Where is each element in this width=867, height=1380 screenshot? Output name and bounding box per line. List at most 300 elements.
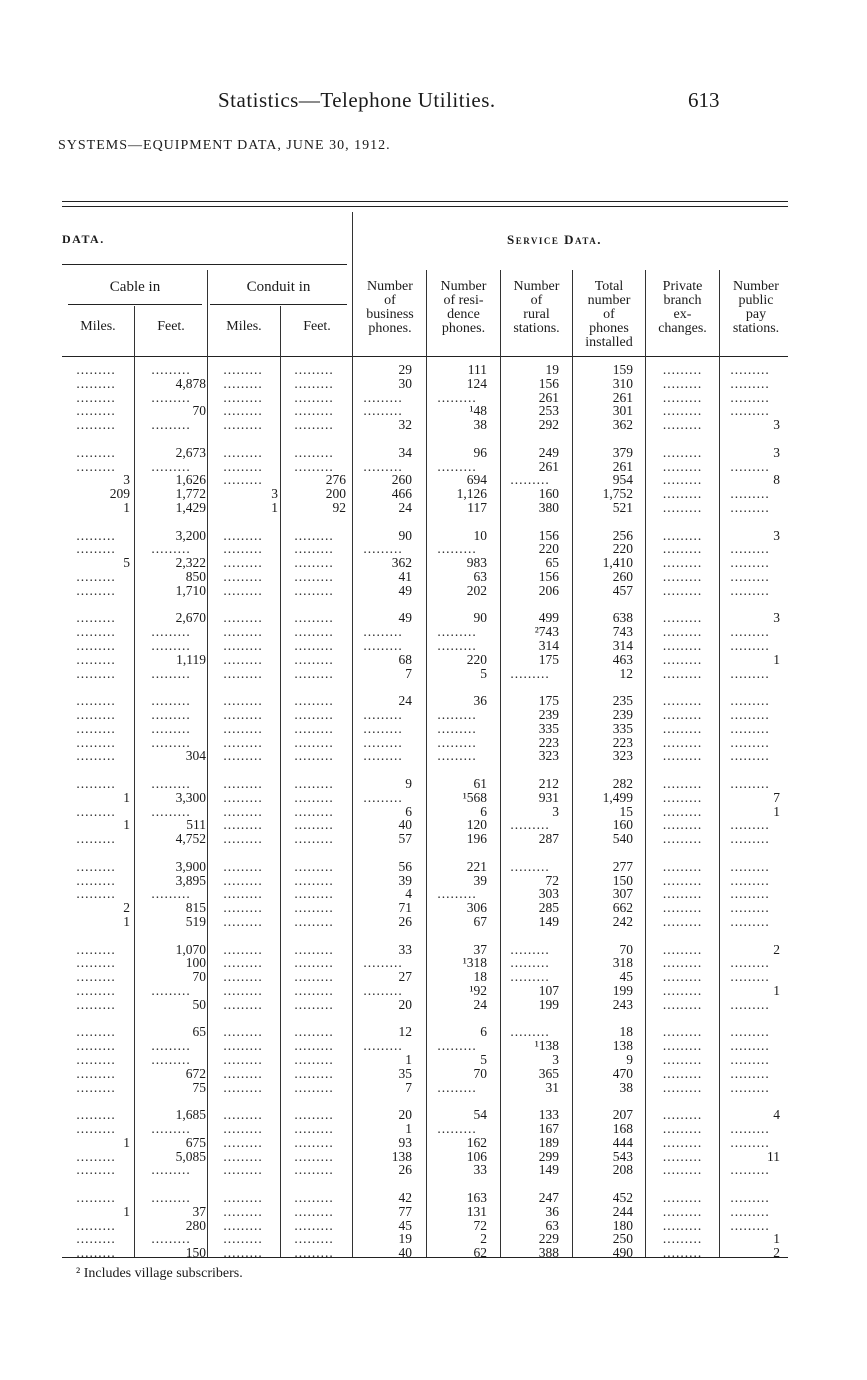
cell-business-phones: ......... <box>363 624 403 640</box>
cell-cable-miles: ......... <box>76 1245 116 1261</box>
cell-total-phones: 444 <box>612 1134 633 1150</box>
cell-pbx: ......... <box>662 472 703 488</box>
cell-conduit-feet: ......... <box>294 969 334 985</box>
cell-total-phones: 743 <box>612 624 633 640</box>
cell-cable-miles: ......... <box>76 955 116 971</box>
cell-rural-stations: 239 <box>538 707 559 722</box>
cell-pay-stations: 3 <box>773 610 780 626</box>
cell-conduit-feet: ......... <box>294 1121 334 1136</box>
cell-cable-feet: ......... <box>151 1162 191 1178</box>
cell-residence-phones: 90 <box>473 610 487 626</box>
cell-cable-feet: ......... <box>151 803 191 819</box>
cell-conduit-miles: ......... <box>223 969 263 985</box>
cell-rural-stations: ......... <box>510 1024 550 1040</box>
cell-cable-miles: 3 <box>123 472 130 488</box>
divider-miles-feet <box>134 306 135 1257</box>
cell-pbx: ......... <box>662 610 703 626</box>
cell-total-phones: 261 <box>612 389 633 405</box>
cell-cable-miles: 1 <box>123 817 130 833</box>
cell-business-phones: 49 <box>398 610 412 626</box>
cell-business-phones: ......... <box>363 403 403 419</box>
cell-conduit-miles: ......... <box>223 803 263 819</box>
cell-business-phones: 20 <box>398 996 412 1012</box>
cell-cable-miles: 5 <box>123 555 130 571</box>
cell-residence-phones: ......... <box>437 734 477 750</box>
cell-conduit-miles: ......... <box>223 955 263 971</box>
cell-conduit-feet: ......... <box>294 1245 334 1261</box>
cell-residence-phones: ......... <box>437 707 477 722</box>
cell-conduit-miles: ......... <box>223 362 263 377</box>
cell-pbx: ......... <box>662 707 703 722</box>
cell-rural-stations: 229 <box>538 1231 559 1247</box>
cell-cable-miles: ......... <box>76 403 116 419</box>
cell-conduit-miles: ......... <box>223 983 263 998</box>
cell-rural-stations: 253 <box>538 403 559 419</box>
cell-conduit-miles: ......... <box>223 1162 263 1178</box>
cell-residence-phones: 162 <box>466 1134 487 1150</box>
cell-conduit-feet: ......... <box>294 720 334 736</box>
cell-pay-stations: ......... <box>730 996 770 1012</box>
cell-conduit-miles: ......... <box>223 555 263 571</box>
cell-pay-stations: ......... <box>730 665 770 681</box>
cell-conduit-feet: ......... <box>294 1203 334 1219</box>
cell-residence-phones: 36 <box>473 693 487 709</box>
cell-conduit-miles: ......... <box>223 638 263 653</box>
cell-conduit-feet: ......... <box>294 541 334 557</box>
cell-business-phones: ......... <box>363 955 403 971</box>
cell-total-phones: 208 <box>612 1162 633 1178</box>
cell-pbx: ......... <box>662 624 703 640</box>
cell-total-phones: 45 <box>619 969 633 985</box>
cell-pay-stations: ......... <box>730 886 770 902</box>
cell-business-phones: ......... <box>363 458 403 474</box>
cell-conduit-feet: ......... <box>294 1107 334 1123</box>
cell-residence-phones: 221 <box>466 858 487 874</box>
cell-conduit-miles: ......... <box>223 569 263 584</box>
conduit-feet-heading: Feet. <box>303 319 331 334</box>
cell-cable-miles: ......... <box>76 707 116 722</box>
cell-pbx: ......... <box>662 914 703 929</box>
cell-business-phones: ......... <box>363 638 403 653</box>
cell-business-phones: ......... <box>363 541 403 557</box>
cell-pay-stations: ......... <box>730 1038 770 1054</box>
cell-residence-phones: 694 <box>466 472 487 488</box>
cell-pay-stations: ......... <box>730 624 770 640</box>
cell-business-phones: ......... <box>363 748 403 764</box>
cell-pbx: ......... <box>662 858 703 874</box>
cell-total-phones: 310 <box>612 375 633 391</box>
cell-conduit-feet: ......... <box>294 1148 334 1164</box>
cell-total-phones: 335 <box>612 720 633 736</box>
cell-pbx: ......... <box>662 1024 703 1040</box>
cell-pay-stations: ......... <box>730 486 770 502</box>
cell-residence-phones: 5 <box>480 665 487 681</box>
cell-conduit-miles: ......... <box>223 1148 263 1164</box>
cell-pay-stations: ......... <box>730 1024 770 1040</box>
cell-residence-phones: 196 <box>466 831 487 847</box>
cell-pbx: ......... <box>662 776 703 791</box>
cell-residence-phones: 61 <box>473 776 487 791</box>
cell-pbx: ......... <box>662 1079 703 1095</box>
cell-conduit-feet: ......... <box>294 1134 334 1150</box>
cell-business-phones: 30 <box>398 375 412 391</box>
cell-total-phones: 199 <box>612 983 633 998</box>
cell-residence-phones: ......... <box>437 458 477 474</box>
cell-total-phones: 261 <box>612 458 633 474</box>
cell-rural-stations: ²743 <box>534 624 559 640</box>
cell-cable-feet: ......... <box>151 1052 191 1067</box>
cell-cable-feet: ......... <box>151 1190 191 1205</box>
cell-conduit-feet: ......... <box>294 693 334 709</box>
cell-cable-miles: ......... <box>76 1121 116 1136</box>
cell-residence-phones: 96 <box>473 444 487 460</box>
cell-residence-phones: ¹568 <box>462 789 487 805</box>
rural-stations-heading: Number of rural stations. <box>513 279 560 336</box>
cell-total-phones: 540 <box>612 831 633 847</box>
cell-pay-stations: 1 <box>773 803 780 819</box>
cell-cable-feet: 50 <box>192 996 206 1012</box>
cell-conduit-feet: ......... <box>294 362 334 377</box>
cell-business-phones: 466 <box>391 486 412 502</box>
cell-total-phones: 18 <box>619 1024 633 1040</box>
cell-pbx: ......... <box>662 375 703 391</box>
cell-cable-miles: 2 <box>123 900 130 916</box>
cell-conduit-feet: ......... <box>294 569 334 584</box>
cell-conduit-miles: ......... <box>223 707 263 722</box>
cell-cable-feet: 1,772 <box>175 486 206 502</box>
cell-pbx: ......... <box>662 1231 703 1247</box>
cell-rural-stations: 199 <box>538 996 559 1012</box>
cell-total-phones: 490 <box>612 1245 633 1261</box>
cell-pbx: ......... <box>662 886 703 902</box>
cell-rural-stations: 156 <box>538 375 559 391</box>
cell-residence-phones: 54 <box>473 1107 487 1123</box>
cell-pay-stations: ......... <box>730 1121 770 1136</box>
cell-conduit-feet: ......... <box>294 527 334 543</box>
cell-conduit-miles: ......... <box>223 1245 263 1261</box>
cell-rural-stations: 156 <box>538 527 559 543</box>
cell-residence-phones: 6 <box>480 803 487 819</box>
cell-rural-stations: 299 <box>538 1148 559 1164</box>
cell-pbx: ......... <box>662 900 703 916</box>
cell-business-phones: 39 <box>398 872 412 888</box>
cell-pay-stations: 3 <box>773 527 780 543</box>
cell-cable-miles: ......... <box>76 872 116 888</box>
cell-pbx: ......... <box>662 444 703 460</box>
cell-cable-miles: ......... <box>76 1217 116 1233</box>
cell-residence-phones: ¹92 <box>469 983 487 998</box>
cell-pay-stations: ......... <box>730 693 770 709</box>
cell-conduit-feet: 200 <box>325 486 346 502</box>
cell-conduit-miles: ......... <box>223 610 263 626</box>
cell-cable-miles: ......... <box>76 776 116 791</box>
cell-pay-stations: ......... <box>730 555 770 571</box>
cell-conduit-feet: ......... <box>294 748 334 764</box>
cell-pbx: ......... <box>662 582 703 598</box>
cell-cable-feet: ......... <box>151 734 191 750</box>
cell-pbx: ......... <box>662 569 703 584</box>
cell-conduit-feet: ......... <box>294 914 334 929</box>
cell-rural-stations: 175 <box>538 651 559 667</box>
cell-cable-feet: 100 <box>185 955 206 971</box>
cell-business-phones: 41 <box>398 569 412 584</box>
cell-rural-stations: 149 <box>538 1162 559 1178</box>
cell-cable-feet: 3,200 <box>175 527 206 543</box>
cell-conduit-miles: ......... <box>223 472 263 488</box>
cell-total-phones: 521 <box>612 500 633 515</box>
cell-cable-miles: ......... <box>76 1024 116 1040</box>
cell-business-phones: 7 <box>405 1079 412 1095</box>
cell-residence-phones: 67 <box>473 914 487 929</box>
cell-total-phones: 954 <box>612 472 633 488</box>
cell-rural-stations: ¹138 <box>534 1038 559 1054</box>
cell-cable-feet: ......... <box>151 541 191 557</box>
cell-business-phones: 12 <box>398 1024 412 1040</box>
cell-residence-phones: 163 <box>466 1190 487 1205</box>
cell-pbx: ......... <box>662 1038 703 1054</box>
cell-business-phones: 9 <box>405 776 412 791</box>
cell-business-phones: 24 <box>398 693 412 709</box>
cell-total-phones: 235 <box>612 693 633 709</box>
cable-feet-heading: Feet. <box>157 319 185 334</box>
cell-conduit-feet: ......... <box>294 624 334 640</box>
cell-total-phones: 180 <box>612 1217 633 1233</box>
cell-cable-miles: ......... <box>76 858 116 874</box>
cell-residence-phones: 6 <box>480 1024 487 1040</box>
cell-cable-miles: ......... <box>76 1052 116 1067</box>
cell-conduit-feet: ......... <box>294 1079 334 1095</box>
cell-conduit-miles: ......... <box>223 1203 263 1219</box>
cell-conduit-miles: ......... <box>223 872 263 888</box>
cell-conduit-feet: ......... <box>294 983 334 998</box>
cell-rural-stations: ......... <box>510 858 550 874</box>
cell-rural-stations: ......... <box>510 817 550 833</box>
cell-cable-miles: ......... <box>76 1038 116 1054</box>
cell-cable-miles: 1 <box>123 789 130 805</box>
cell-residence-phones: 120 <box>466 817 487 833</box>
cell-business-phones: 57 <box>398 831 412 847</box>
cell-conduit-feet: ......... <box>294 417 334 433</box>
cell-cable-feet: ......... <box>151 983 191 998</box>
cell-cable-miles: ......... <box>76 582 116 598</box>
cell-residence-phones: 5 <box>480 1052 487 1067</box>
cell-residence-phones: 983 <box>466 555 487 571</box>
cell-cable-feet: 304 <box>185 748 206 764</box>
cell-pbx: ......... <box>662 955 703 971</box>
cell-total-phones: 457 <box>612 582 633 598</box>
cell-cable-miles: ......... <box>76 375 116 391</box>
cell-conduit-miles: ......... <box>223 900 263 916</box>
cell-cable-feet: 1,626 <box>175 472 206 488</box>
cell-conduit-miles: ......... <box>223 914 263 929</box>
cell-pbx: ......... <box>662 555 703 571</box>
cell-rural-stations: 156 <box>538 569 559 584</box>
cell-rural-stations: 303 <box>538 886 559 902</box>
cell-pbx: ......... <box>662 734 703 750</box>
cable-miles-heading: Miles. <box>80 319 116 334</box>
cell-business-phones: 33 <box>398 941 412 957</box>
cell-conduit-feet: ......... <box>294 886 334 902</box>
top-rule <box>62 201 788 202</box>
cell-residence-phones: 202 <box>466 582 487 598</box>
cell-total-phones: 301 <box>612 403 633 419</box>
cell-cable-feet: ......... <box>151 362 191 377</box>
cell-cable-miles: ......... <box>76 527 116 543</box>
cell-conduit-miles: ......... <box>223 789 263 805</box>
cell-pay-stations: ......... <box>730 389 770 405</box>
cell-cable-feet: 815 <box>185 900 206 916</box>
cell-pay-stations: ......... <box>730 1203 770 1219</box>
cell-pbx: ......... <box>662 941 703 957</box>
cell-residence-phones: 111 <box>467 362 487 377</box>
header-bottom-rule <box>62 356 788 357</box>
cell-cable-feet: 280 <box>185 1217 206 1233</box>
cell-conduit-miles: ......... <box>223 541 263 557</box>
conduit-miles-heading: Miles. <box>226 319 262 334</box>
cell-rural-stations: 285 <box>538 900 559 916</box>
cell-cable-feet: 150 <box>185 1245 206 1261</box>
cell-residence-phones: ......... <box>437 389 477 405</box>
cell-cable-miles: ......... <box>76 1107 116 1123</box>
cell-pay-stations: ......... <box>730 707 770 722</box>
cell-cable-feet: ......... <box>151 458 191 474</box>
cell-residence-phones: 63 <box>473 569 487 584</box>
pay-stations-heading: Number public pay stations. <box>732 279 780 336</box>
cell-total-phones: 323 <box>612 748 633 764</box>
cell-cable-miles: ......... <box>76 969 116 985</box>
cell-conduit-miles: ......... <box>223 624 263 640</box>
cell-pbx: ......... <box>662 817 703 833</box>
cell-cable-miles: ......... <box>76 362 116 377</box>
cell-residence-phones: 124 <box>466 375 487 391</box>
cell-business-phones: 138 <box>391 1148 412 1164</box>
cell-total-phones: 242 <box>612 914 633 929</box>
cell-conduit-feet: ......... <box>294 1162 334 1178</box>
cell-conduit-feet: ......... <box>294 375 334 391</box>
cell-total-phones: 12 <box>619 665 633 681</box>
cell-residence-phones: 18 <box>473 969 487 985</box>
cell-residence-phones: ......... <box>437 748 477 764</box>
cell-total-phones: 250 <box>612 1231 633 1247</box>
cell-total-phones: 168 <box>612 1121 633 1136</box>
cell-cable-miles: 1 <box>123 1203 130 1219</box>
cell-pay-stations: ......... <box>730 1052 770 1067</box>
cell-conduit-miles: ......... <box>223 734 263 750</box>
cell-conduit-miles: 1 <box>271 500 278 515</box>
cell-total-phones: 638 <box>612 610 633 626</box>
cell-cable-miles: ......... <box>76 720 116 736</box>
cell-pay-stations: 11 <box>767 1148 780 1164</box>
cell-total-phones: 138 <box>612 1038 633 1054</box>
cell-cable-miles: ......... <box>76 996 116 1012</box>
cell-pay-stations: 1 <box>773 651 780 667</box>
cell-conduit-miles: ......... <box>223 1134 263 1150</box>
cell-conduit-miles: ......... <box>223 748 263 764</box>
cell-conduit-miles: ......... <box>223 417 263 433</box>
cell-residence-phones: 24 <box>473 996 487 1012</box>
cell-conduit-feet: ......... <box>294 900 334 916</box>
cell-total-phones: 1,752 <box>602 486 633 502</box>
cell-conduit-miles: ......... <box>223 444 263 460</box>
cell-pay-stations: 4 <box>773 1107 780 1123</box>
cell-conduit-feet: ......... <box>294 1024 334 1040</box>
cell-rural-stations: 175 <box>538 693 559 709</box>
cell-cable-miles: ......... <box>76 803 116 819</box>
cell-cable-feet: 1,685 <box>175 1107 206 1123</box>
cell-total-phones: 220 <box>612 541 633 557</box>
cell-total-phones: 9 <box>626 1052 633 1067</box>
cell-business-phones: 26 <box>398 1162 412 1178</box>
cell-pay-stations: ......... <box>730 1065 770 1081</box>
cell-business-phones: 362 <box>391 555 412 571</box>
cell-cable-miles: ......... <box>76 831 116 847</box>
cell-rural-stations: 3 <box>552 803 559 819</box>
cell-cable-miles: ......... <box>76 693 116 709</box>
cell-total-phones: 1,410 <box>602 555 633 571</box>
cell-pay-stations: ......... <box>730 914 770 929</box>
cell-business-phones: 32 <box>398 417 412 433</box>
cell-pay-stations: ......... <box>730 858 770 874</box>
cell-pay-stations: ......... <box>730 1079 770 1095</box>
cell-rural-stations: 19 <box>545 362 559 377</box>
cell-total-phones: 15 <box>619 803 633 819</box>
cell-conduit-feet: ......... <box>294 803 334 819</box>
cell-business-phones: 34 <box>398 444 412 460</box>
cell-residence-phones: 62 <box>473 1245 487 1261</box>
cell-business-phones: 56 <box>398 858 412 874</box>
cell-conduit-miles: ......... <box>223 996 263 1012</box>
cell-rural-stations: 388 <box>538 1245 559 1261</box>
cell-pay-stations: 7 <box>773 789 780 805</box>
cell-cable-feet: 675 <box>185 1134 206 1150</box>
cell-total-phones: 470 <box>612 1065 633 1081</box>
cell-rural-stations: 3 <box>552 1052 559 1067</box>
cell-rural-stations: ......... <box>510 955 550 971</box>
cell-pbx: ......... <box>662 1245 703 1261</box>
cell-pay-stations: ......... <box>730 458 770 474</box>
cell-conduit-miles: ......... <box>223 1190 263 1205</box>
cell-pay-stations: ......... <box>730 831 770 847</box>
cell-cable-feet: 1,070 <box>175 941 206 957</box>
cell-total-phones: 379 <box>612 444 633 460</box>
cell-conduit-miles: ......... <box>223 1217 263 1233</box>
total-phones-heading: Total number of phones installed <box>585 279 633 350</box>
cell-pay-stations: ......... <box>730 375 770 391</box>
cell-conduit-feet: ......... <box>294 665 334 681</box>
cell-cable-feet: ......... <box>151 693 191 709</box>
cell-total-phones: 260 <box>612 569 633 584</box>
cell-cable-miles: ......... <box>76 389 116 405</box>
cell-cable-feet: 850 <box>185 569 206 584</box>
cell-cable-miles: ......... <box>76 458 116 474</box>
cell-rural-stations: 249 <box>538 444 559 460</box>
cell-pay-stations: ......... <box>730 1217 770 1233</box>
cell-conduit-miles: ......... <box>223 886 263 902</box>
cell-cable-feet: 65 <box>192 1024 206 1040</box>
cell-cable-miles: ......... <box>76 1079 116 1095</box>
cell-total-phones: 314 <box>612 638 633 653</box>
cell-cable-miles: 209 <box>109 486 130 502</box>
cell-cable-feet: 5,085 <box>175 1148 206 1164</box>
cell-residence-phones: ......... <box>437 1038 477 1054</box>
cell-conduit-miles: ......... <box>223 776 263 791</box>
cell-cable-miles: ......... <box>76 1231 116 1247</box>
cell-cable-feet: 1,710 <box>175 582 206 598</box>
cell-business-phones: 42 <box>398 1190 412 1205</box>
cell-rural-stations: 365 <box>538 1065 559 1081</box>
cell-total-phones: 662 <box>612 900 633 916</box>
top-rule-2 <box>62 206 788 207</box>
